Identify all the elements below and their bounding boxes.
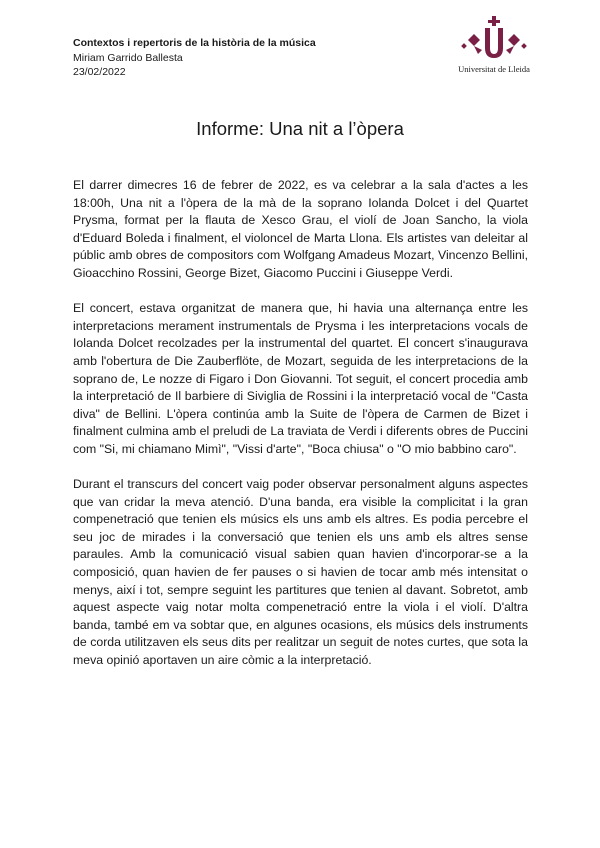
paragraph-1: El darrer dimecres 16 de febrer de 2022, es va celebrar a la sala d'actes a les 18:00h, Una nit a l'òpera de la mà de la soprano Iolanda Dolcet i del Quartet Prysma, format per la flauta de Xesco Grau, el violí de Joan Sancho, la viola d'Eduard Boleda i finalment, el violoncel de Marta Llona. Els artistes van deleitar al públic amb obres de compositors com Wolfgang Amadeus Mozart, Vincenzo Bellini, Gioacchino Rossini, George Bizet, Giacomo Puccini i Giuseppe Verdi.	[73, 178, 528, 280]
university-name: Universitat de Lleida	[458, 64, 530, 74]
document-header	[73, 36, 316, 80]
author-name: Miriam Garrido Ballesta	[73, 51, 183, 64]
paragraph-3: Durant el transcurs del concert vaig poder observar personalment alguns aspectes que van cridar la meva atenció. D'una banda, era visible la complicitat i la gran compenetració que tenien els músics els uns amb els altres. Es podia percebre el seu joc de mirades i la conversació que tenien els uns amb els altres sense paraules. Amb la comunicació visual sabien quan havien d'incorporar-se a la composició, quan havien de fer pauses o si havien de tocar amb més intensitat o menys, així i tot, sempre seguint les partitures que tenien al davant. Sobretot, amb aquest aspecte vaig notar molta compenetració entre la viola i el violí. D'altra banda, també em va sobtar que, en algunes ocasions, els músics dels instruments de corda utilitzaven els seus dits per realitzar un seguit de notes curtes, que sota la meva opinió aportaven un aire còmic a la interpretació.	[73, 477, 528, 668]
report-title: Informe: Una nit a l’òpera	[196, 118, 404, 139]
paragraph-2: El concert, estava organitzat de manera que, hi havia una alternança entre les interpretacions merament instrumentals de Prysma i les interpretacions vocals de Iolanda Dolcet recolzades per la instrumental del quartet. El concert s'inaugurava amb l'obertura de Die Zauberflöte, de Mozart, seguida de les interpretacions de la soprano de, Le nozze di Figaro i Don Giovanni. Tot seguit, el concert procedia amb la interpretació de Il barbiere di Siviglia de Rossini i la interpretació vocal de "Casta diva" de Bellini. L'òpera continúa amb la Suite de l'òpera de Carmen de Bizet i finalment culmina amb el preludi de La traviata de Verdi i diferents obres de Puccini com "Si, mi chiamano Mimì", "Vissi d'arte", "Boca chiusa" o "O mio babbino caro".	[73, 301, 528, 456]
university-emblem-icon	[452, 14, 536, 64]
course-title: Contextos i repertoris de la història de la música	[73, 37, 316, 49]
university-logo	[452, 14, 536, 78]
document-date: 23/02/2022	[73, 66, 126, 78]
report-body	[73, 177, 528, 687]
